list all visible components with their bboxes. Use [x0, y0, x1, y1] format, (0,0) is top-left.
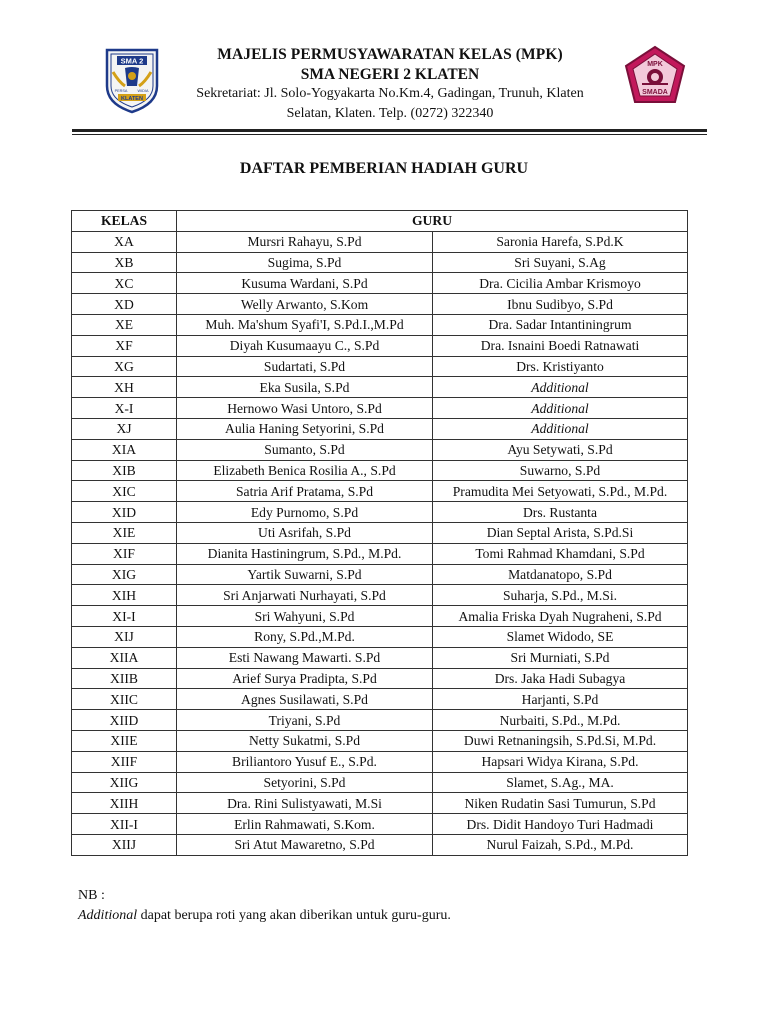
- cell-kelas: XJ: [72, 418, 177, 439]
- cell-guru-2: Ayu Setywati, S.Pd: [433, 439, 688, 460]
- logo-mid-right: WIDIA: [137, 89, 149, 93]
- table-row: [72, 252, 688, 273]
- cell-kelas: XIE: [72, 522, 177, 543]
- letterhead: [0, 38, 768, 128]
- table-row: [72, 335, 688, 356]
- cell-kelas: XIA: [72, 439, 177, 460]
- table-body: [72, 231, 688, 855]
- mpk-logo-top-text: MPK: [647, 61, 663, 68]
- cell-kelas: XI-I: [72, 606, 177, 627]
- org-name: MAJELIS PERMUSYAWARATAN KELAS (MPK): [217, 46, 563, 63]
- table-row: [72, 439, 688, 460]
- table-row: [72, 418, 688, 439]
- cell-guru-2: Saronia Harefa, S.Pd.K: [433, 231, 688, 252]
- cell-guru-2: Suwarno, S.Pd: [433, 460, 688, 481]
- table-row: [72, 273, 688, 294]
- cell-kelas: XIIE: [72, 730, 177, 751]
- cell-guru-2: Tomi Rahmad Khamdani, S.Pd: [433, 543, 688, 564]
- cell-guru-2: Dra. Cicilia Ambar Krismoyo: [433, 273, 688, 294]
- cell-kelas: XB: [72, 252, 177, 273]
- cell-guru-2: Additional: [433, 418, 688, 439]
- cell-kelas: XC: [72, 273, 177, 294]
- cell-kelas: XIF: [72, 543, 177, 564]
- cell-kelas: XIIG: [72, 772, 177, 793]
- cell-kelas: X-I: [72, 398, 177, 419]
- cell-kelas: XIIA: [72, 647, 177, 668]
- column-header-guru: GURU: [177, 211, 688, 232]
- cell-kelas: XIID: [72, 710, 177, 731]
- table-row: [72, 231, 688, 252]
- gift-table: [71, 210, 688, 856]
- logo-mid-left: PERSA: [114, 89, 128, 93]
- document-title: DAFTAR PEMBERIAN HADIAH GURU: [239, 160, 529, 177]
- cell-guru-2: Slamet, S.Ag., MA.: [433, 772, 688, 793]
- footnote-text: [78, 906, 451, 926]
- table-row: [72, 356, 688, 377]
- table-row: [72, 793, 688, 814]
- table-row: [72, 460, 688, 481]
- cell-guru-1: Triyani, S.Pd: [177, 710, 433, 731]
- table-row: [72, 730, 688, 751]
- cell-guru-1: Briliantoro Yusuf E., S.Pd.: [177, 751, 433, 772]
- cell-guru-1: Dianita Hastiningrum, S.Pd., M.Pd.: [177, 543, 433, 564]
- table-row: [72, 689, 688, 710]
- cell-kelas: XIIJ: [72, 834, 177, 855]
- cell-guru-1: Yartik Suwarni, S.Pd: [177, 564, 433, 585]
- cell-guru-1: Mursri Rahayu, S.Pd: [177, 231, 433, 252]
- address-line-2: Selatan, Klaten. Telp. (0272) 322340: [286, 106, 494, 121]
- cell-guru-2: Harjanti, S.Pd: [433, 689, 688, 710]
- table-row: [72, 772, 688, 793]
- cell-guru-2: Ibnu Sudibyo, S.Pd: [433, 294, 688, 315]
- table-row: [72, 647, 688, 668]
- footnote: [78, 886, 451, 926]
- cell-kelas: XIIH: [72, 793, 177, 814]
- table-row: [72, 606, 688, 627]
- cell-guru-1: Hernowo Wasi Untoro, S.Pd: [177, 398, 433, 419]
- table-row: [72, 814, 688, 835]
- cell-guru-1: Uti Asrifah, S.Pd: [177, 522, 433, 543]
- table-row: [72, 751, 688, 772]
- cell-guru-1: Eka Susila, S.Pd: [177, 377, 433, 398]
- cell-guru-1: Sugima, S.Pd: [177, 252, 433, 273]
- cell-guru-2: Sri Suyani, S.Ag: [433, 252, 688, 273]
- cell-guru-1: Arief Surya Pradipta, S.Pd: [177, 668, 433, 689]
- cell-guru-2: Amalia Friska Dyah Nugraheni, S.Pd: [433, 606, 688, 627]
- table-header-row: [72, 211, 688, 232]
- table-row: [72, 626, 688, 647]
- cell-kelas: XD: [72, 294, 177, 315]
- cell-guru-2: Matdanatopo, S.Pd: [433, 564, 688, 585]
- cell-guru-2: Drs. Didit Handoyo Turi Hadmadi: [433, 814, 688, 835]
- footnote-rest: dapat berupa roti yang akan diberikan untuk guru-guru.: [137, 908, 451, 923]
- cell-guru-2: Drs. Kristiyanto: [433, 356, 688, 377]
- cell-guru-2: Hapsari Widya Kirana, S.Pd.: [433, 751, 688, 772]
- cell-guru-1: Elizabeth Benica Rosilia A., S.Pd: [177, 460, 433, 481]
- cell-kelas: XE: [72, 314, 177, 335]
- cell-kelas: XIIF: [72, 751, 177, 772]
- cell-guru-1: Diyah Kusumaayu C., S.Pd: [177, 335, 433, 356]
- table-row: [72, 834, 688, 855]
- cell-guru-2: Nurbaiti, S.Pd., M.Pd.: [433, 710, 688, 731]
- cell-guru-1: Sri Wahyuni, S.Pd: [177, 606, 433, 627]
- cell-guru-2: Slamet Widodo, SE: [433, 626, 688, 647]
- cell-guru-2: Additional: [433, 377, 688, 398]
- table-row: [72, 710, 688, 731]
- header-divider-thin: [72, 134, 707, 135]
- cell-guru-1: Sudartati, S.Pd: [177, 356, 433, 377]
- cell-guru-1: Netty Sukatmi, S.Pd: [177, 730, 433, 751]
- cell-guru-1: Edy Purnomo, S.Pd: [177, 502, 433, 523]
- cell-guru-2: Niken Rudatin Sasi Tumurun, S.Pd: [433, 793, 688, 814]
- table-row: [72, 585, 688, 606]
- table-row: [72, 294, 688, 315]
- address-line-1: Sekretariat: Jl. Solo-Yogyakarta No.Km.4, Gadingan, Trunuh, Klaten: [196, 86, 584, 101]
- cell-guru-2: Nurul Faizah, S.Pd., M.Pd.: [433, 834, 688, 855]
- footnote-label: NB :: [78, 888, 105, 903]
- footnote-italic-word: Additional: [78, 908, 138, 923]
- cell-guru-1: Esti Nawang Mawarti. S.Pd: [177, 647, 433, 668]
- cell-guru-1: Kusuma Wardani, S.Pd: [177, 273, 433, 294]
- table-row: [72, 668, 688, 689]
- cell-guru-1: Erlin Rahmawati, S.Kom.: [177, 814, 433, 835]
- cell-guru-2: Additional: [433, 398, 688, 419]
- table-row: [72, 522, 688, 543]
- cell-guru-1: Welly Arwanto, S.Kom: [177, 294, 433, 315]
- cell-kelas: XG: [72, 356, 177, 377]
- school-name: SMA NEGERI 2 KLATEN: [300, 66, 480, 83]
- cell-guru-1: Setyorini, S.Pd: [177, 772, 433, 793]
- cell-guru-2: Suharja, S.Pd., M.Si.: [433, 585, 688, 606]
- cell-guru-1: Agnes Susilawati, S.Pd: [177, 689, 433, 710]
- cell-guru-2: Sri Murniati, S.Pd: [433, 647, 688, 668]
- cell-kelas: XIH: [72, 585, 177, 606]
- table-row: [72, 314, 688, 335]
- table-row: [72, 502, 688, 523]
- cell-guru-1: Dra. Rini Sulistyawati, M.Si: [177, 793, 433, 814]
- cell-kelas: XID: [72, 502, 177, 523]
- cell-guru-2: Drs. Jaka Hadi Subagya: [433, 668, 688, 689]
- cell-kelas: XIIC: [72, 689, 177, 710]
- cell-guru-1: Sumanto, S.Pd: [177, 439, 433, 460]
- cell-guru-1: Rony, S.Pd.,M.Pd.: [177, 626, 433, 647]
- table-row: [72, 481, 688, 502]
- cell-guru-2: Duwi Retnaningsih, S.Pd.Si, M.Pd.: [433, 730, 688, 751]
- table-row: [72, 564, 688, 585]
- school-logo: [103, 46, 161, 114]
- cell-guru-2: Dra. Isnaini Boedi Ratnawati: [433, 335, 688, 356]
- cell-kelas: XIC: [72, 481, 177, 502]
- cell-kelas: XIIB: [72, 668, 177, 689]
- cell-kelas: XII-I: [72, 814, 177, 835]
- cell-kelas: XH: [72, 377, 177, 398]
- header-divider-thick: [72, 129, 707, 132]
- mpk-logo: [622, 44, 688, 110]
- table-row: [72, 543, 688, 564]
- cell-kelas: XF: [72, 335, 177, 356]
- cell-guru-2: Dra. Sadar Intantiningrum: [433, 314, 688, 335]
- logo-bottom-text: KLATEN: [121, 96, 143, 102]
- column-header-kelas: KELAS: [72, 211, 177, 232]
- table-row: [72, 377, 688, 398]
- cell-kelas: XIG: [72, 564, 177, 585]
- cell-guru-1: Satria Arif Pratama, S.Pd: [177, 481, 433, 502]
- cell-guru-1: Sri Atut Mawaretno, S.Pd: [177, 834, 433, 855]
- cell-guru-2: Dian Septal Arista, S.Pd.Si: [433, 522, 688, 543]
- cell-guru-2: Drs. Rustanta: [433, 502, 688, 523]
- cell-kelas: XIJ: [72, 626, 177, 647]
- table-row: [72, 398, 688, 419]
- logo-top-text: SMA 2: [120, 56, 144, 66]
- cell-guru-1: Sri Anjarwati Nurhayati, S.Pd: [177, 585, 433, 606]
- cell-guru-1: Aulia Haning Setyorini, S.Pd: [177, 418, 433, 439]
- cell-kelas: XA: [72, 231, 177, 252]
- cell-guru-1: Muh. Ma'shum Syafi'I, S.Pd.I.,M.Pd: [177, 314, 433, 335]
- mpk-logo-bottom-text: SMADA: [642, 89, 668, 96]
- cell-kelas: XIB: [72, 460, 177, 481]
- cell-guru-2: Pramudita Mei Setyowati, S.Pd., M.Pd.: [433, 481, 688, 502]
